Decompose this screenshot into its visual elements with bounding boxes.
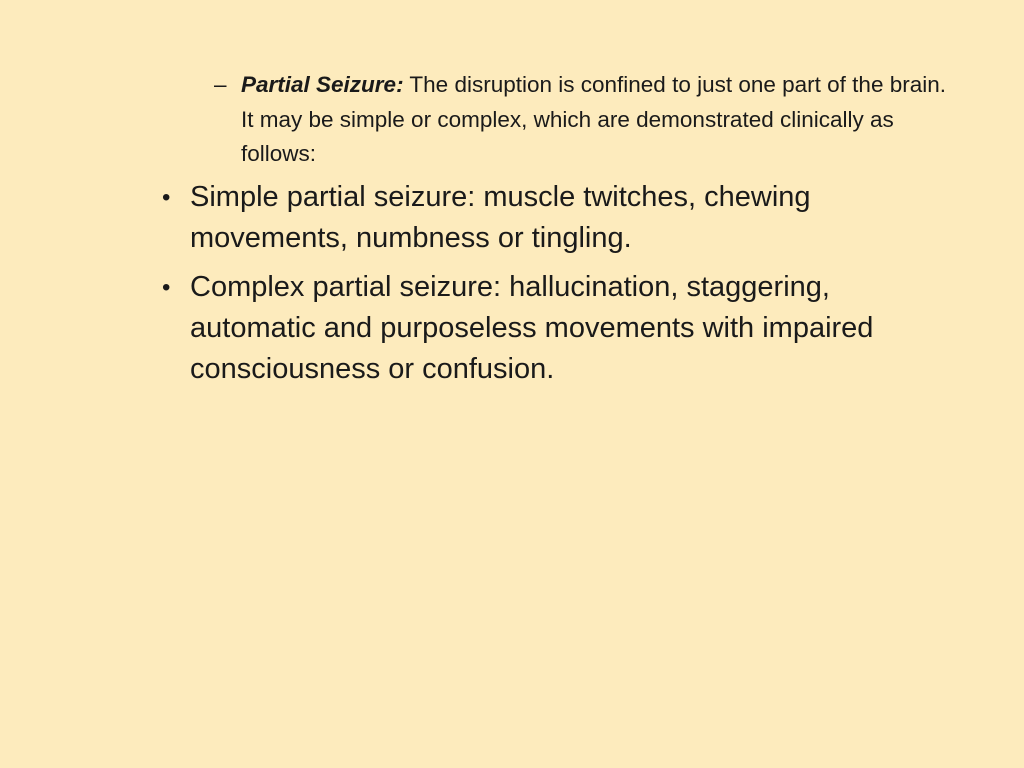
bullet-text: Simple partial seizure: muscle twitches, chewing movements, numbness or tingling. [190, 181, 811, 254]
bullet-text: Complex partial seizure: hallucination, staggering, automatic and purposeless movements with impaired consciousness or confusion. [190, 271, 874, 385]
partial-seizure-term: Partial Seizure: [241, 72, 404, 97]
bullet-simple-partial [160, 177, 960, 259]
dash-marker: – [214, 72, 227, 97]
bullet-list [160, 177, 960, 398]
bullet-marker: • [162, 184, 171, 211]
bullet-marker: • [162, 274, 171, 301]
partial-seizure-description: The disruption is confined to just one part of the brain. It may be simple or complex, which are demonstrated clinically as follows: [241, 72, 946, 166]
partial-seizure-subitem [214, 68, 954, 172]
subitem-text [241, 68, 954, 172]
bullet-complex-partial [160, 267, 960, 390]
